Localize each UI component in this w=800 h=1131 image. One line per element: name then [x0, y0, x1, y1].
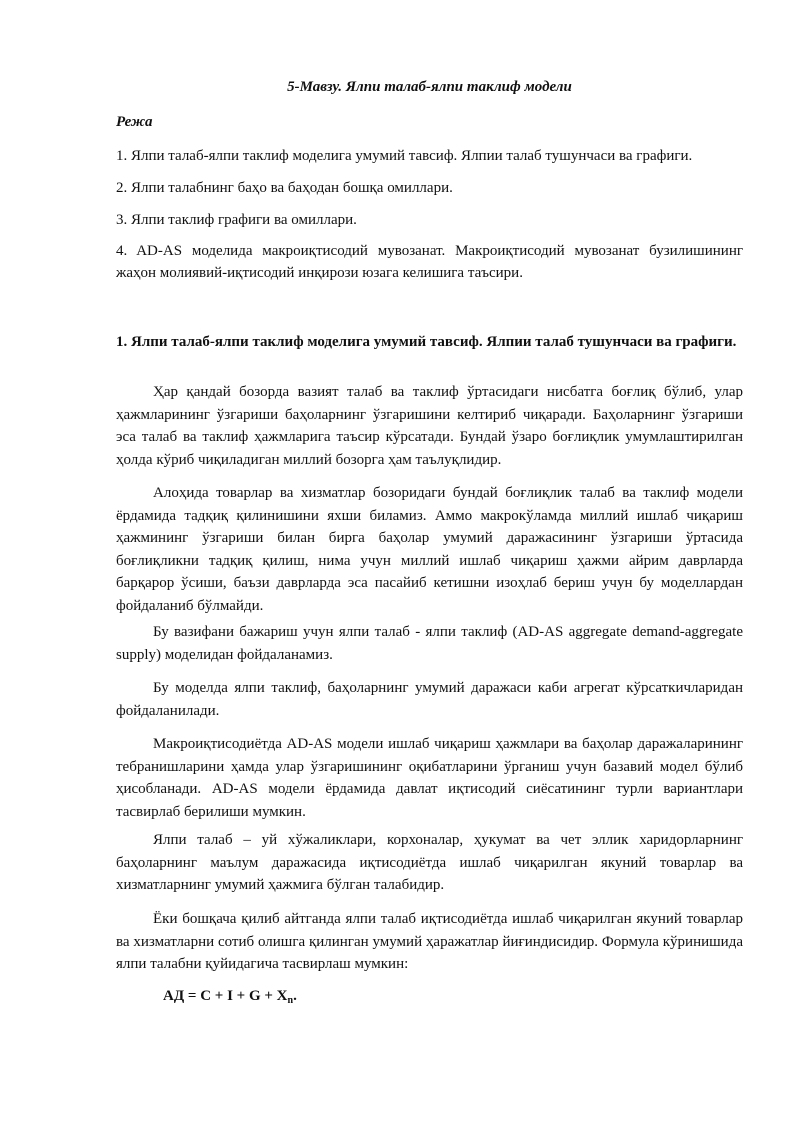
paragraph-5: Макроиқтисодиётда AD-AS модели ишлаб чиқариш ҳажмлари ва баҳолар даражаларининг тебранишларини ҳамда улар ўзгаришининг оқибатларини ўрганиш учун базавий модел бўлиб ҳисобланади. AD-AS модели ёрдамида давлат иқтисодий сиёсатининг турли вариантлари тасвирлаб берилиши мумкин.: [116, 736, 743, 820]
formula-main: АД = С + I + G + X: [163, 988, 288, 1004]
formula-subscript: n: [287, 995, 294, 1006]
paragraph-3: Бу вазифани бажариш учун ялпи талаб - ялпи таклиф (AD-AS aggregate demand-aggregate supply) моделидан фойдаланамиз.: [116, 624, 743, 663]
document-title: 5-Мавзу. Ялпи талаб-ялпи таклиф модели: [287, 79, 572, 95]
paragraph-6: Ялпи талаб – уй хўжаликлари, корхоналар, ҳукумат ва чет эллик харидорларнинг баҳоларнинг маълум даражасида иқтисодиётда ишлаб чиқарилган якуний товарлар ва хизматларнинг умумий ҳажмига бўлган талабидир.: [116, 832, 743, 893]
plan-item-1: 1. Ялпи талаб-ялпи таклиф моделига умумий тавсиф. Ялпии талаб тушунчаси ва графиги.: [116, 148, 693, 164]
plan-item-4: 4. AD-AS моделида макроиқтисодий мувозанат. Макроиқтисодий мувозанат бузилишининг жаҳон молиявий-иқтисодий инқирози юзага келишига таъсири.: [116, 243, 743, 281]
section-heading: 1. Ялпи талаб-ялпи таклиф моделига умумий тавсиф. Ялпии талаб тушунчаси ва графиги.: [116, 334, 737, 350]
formula-suffix: .: [293, 988, 297, 1004]
paragraph-7: Ёки бошқача қилиб айтганда ялпи талаб иқтисодиётда ишлаб чиқарилган якуний товарлар ва хизматларни сотиб олишга қилинган умумий ҳаражатлар йиғиндисидир. Формула кўринишида ялпи талабни қуйидагича тасвирлаш мумкин:: [116, 911, 743, 972]
plan-item-2: 2. Ялпи талабнинг баҳо ва баҳодан бошқа омиллари.: [116, 180, 453, 196]
paragraph-2: Алоҳида товарлар ва хизматлар бозоридаги бундай боғлиқлик талаб ва таклиф модели ёрдамида тадқиқ қилинишини яхши биламиз. Аммо макрокўламда миллий ишлаб чиқариш ҳажмининг ўзгариши билан бирга баҳолар умумий даражасининг ўзгариши ўртасида боғлиқликни тадқиқ қилиш, нима учун миллий ишлаб чиқариш ҳажми айрим даврларда барқарор ўсиши, баъзи даврларда эса пасайиб кетишни изоҳлаб бериш учун бу моделлардан фойдаланиб бўлмайди.: [116, 485, 743, 614]
plan-item-3: 3. Ялпи таклиф графиги ва омиллари.: [116, 212, 357, 228]
paragraph-4: Бу моделда ялпи таклиф, баҳоларнинг умумий даражаси каби агрегат кўрсаткичларидан фойдаланилади.: [116, 680, 743, 719]
plan-heading: Режа: [116, 114, 153, 130]
demand-formula: [163, 985, 297, 1012]
paragraph-1: Ҳар қандай бозорда вазият талаб ва таклиф ўртасидаги нисбатга боғлиқ бўлиб, улар ҳажмларининг ўзгариши баҳоларнинг ўзгаришини келтириб чиқаради. Баҳоларнинг ўзгариши эса талаб ва таклиф ҳажмларига таъсир кўрсатади. Бундай ўзаро боғлиқлик умумлаштирилган ҳолда кўриб чиқиладиган миллий бозорга ҳам таълуқлидир.: [116, 384, 743, 468]
